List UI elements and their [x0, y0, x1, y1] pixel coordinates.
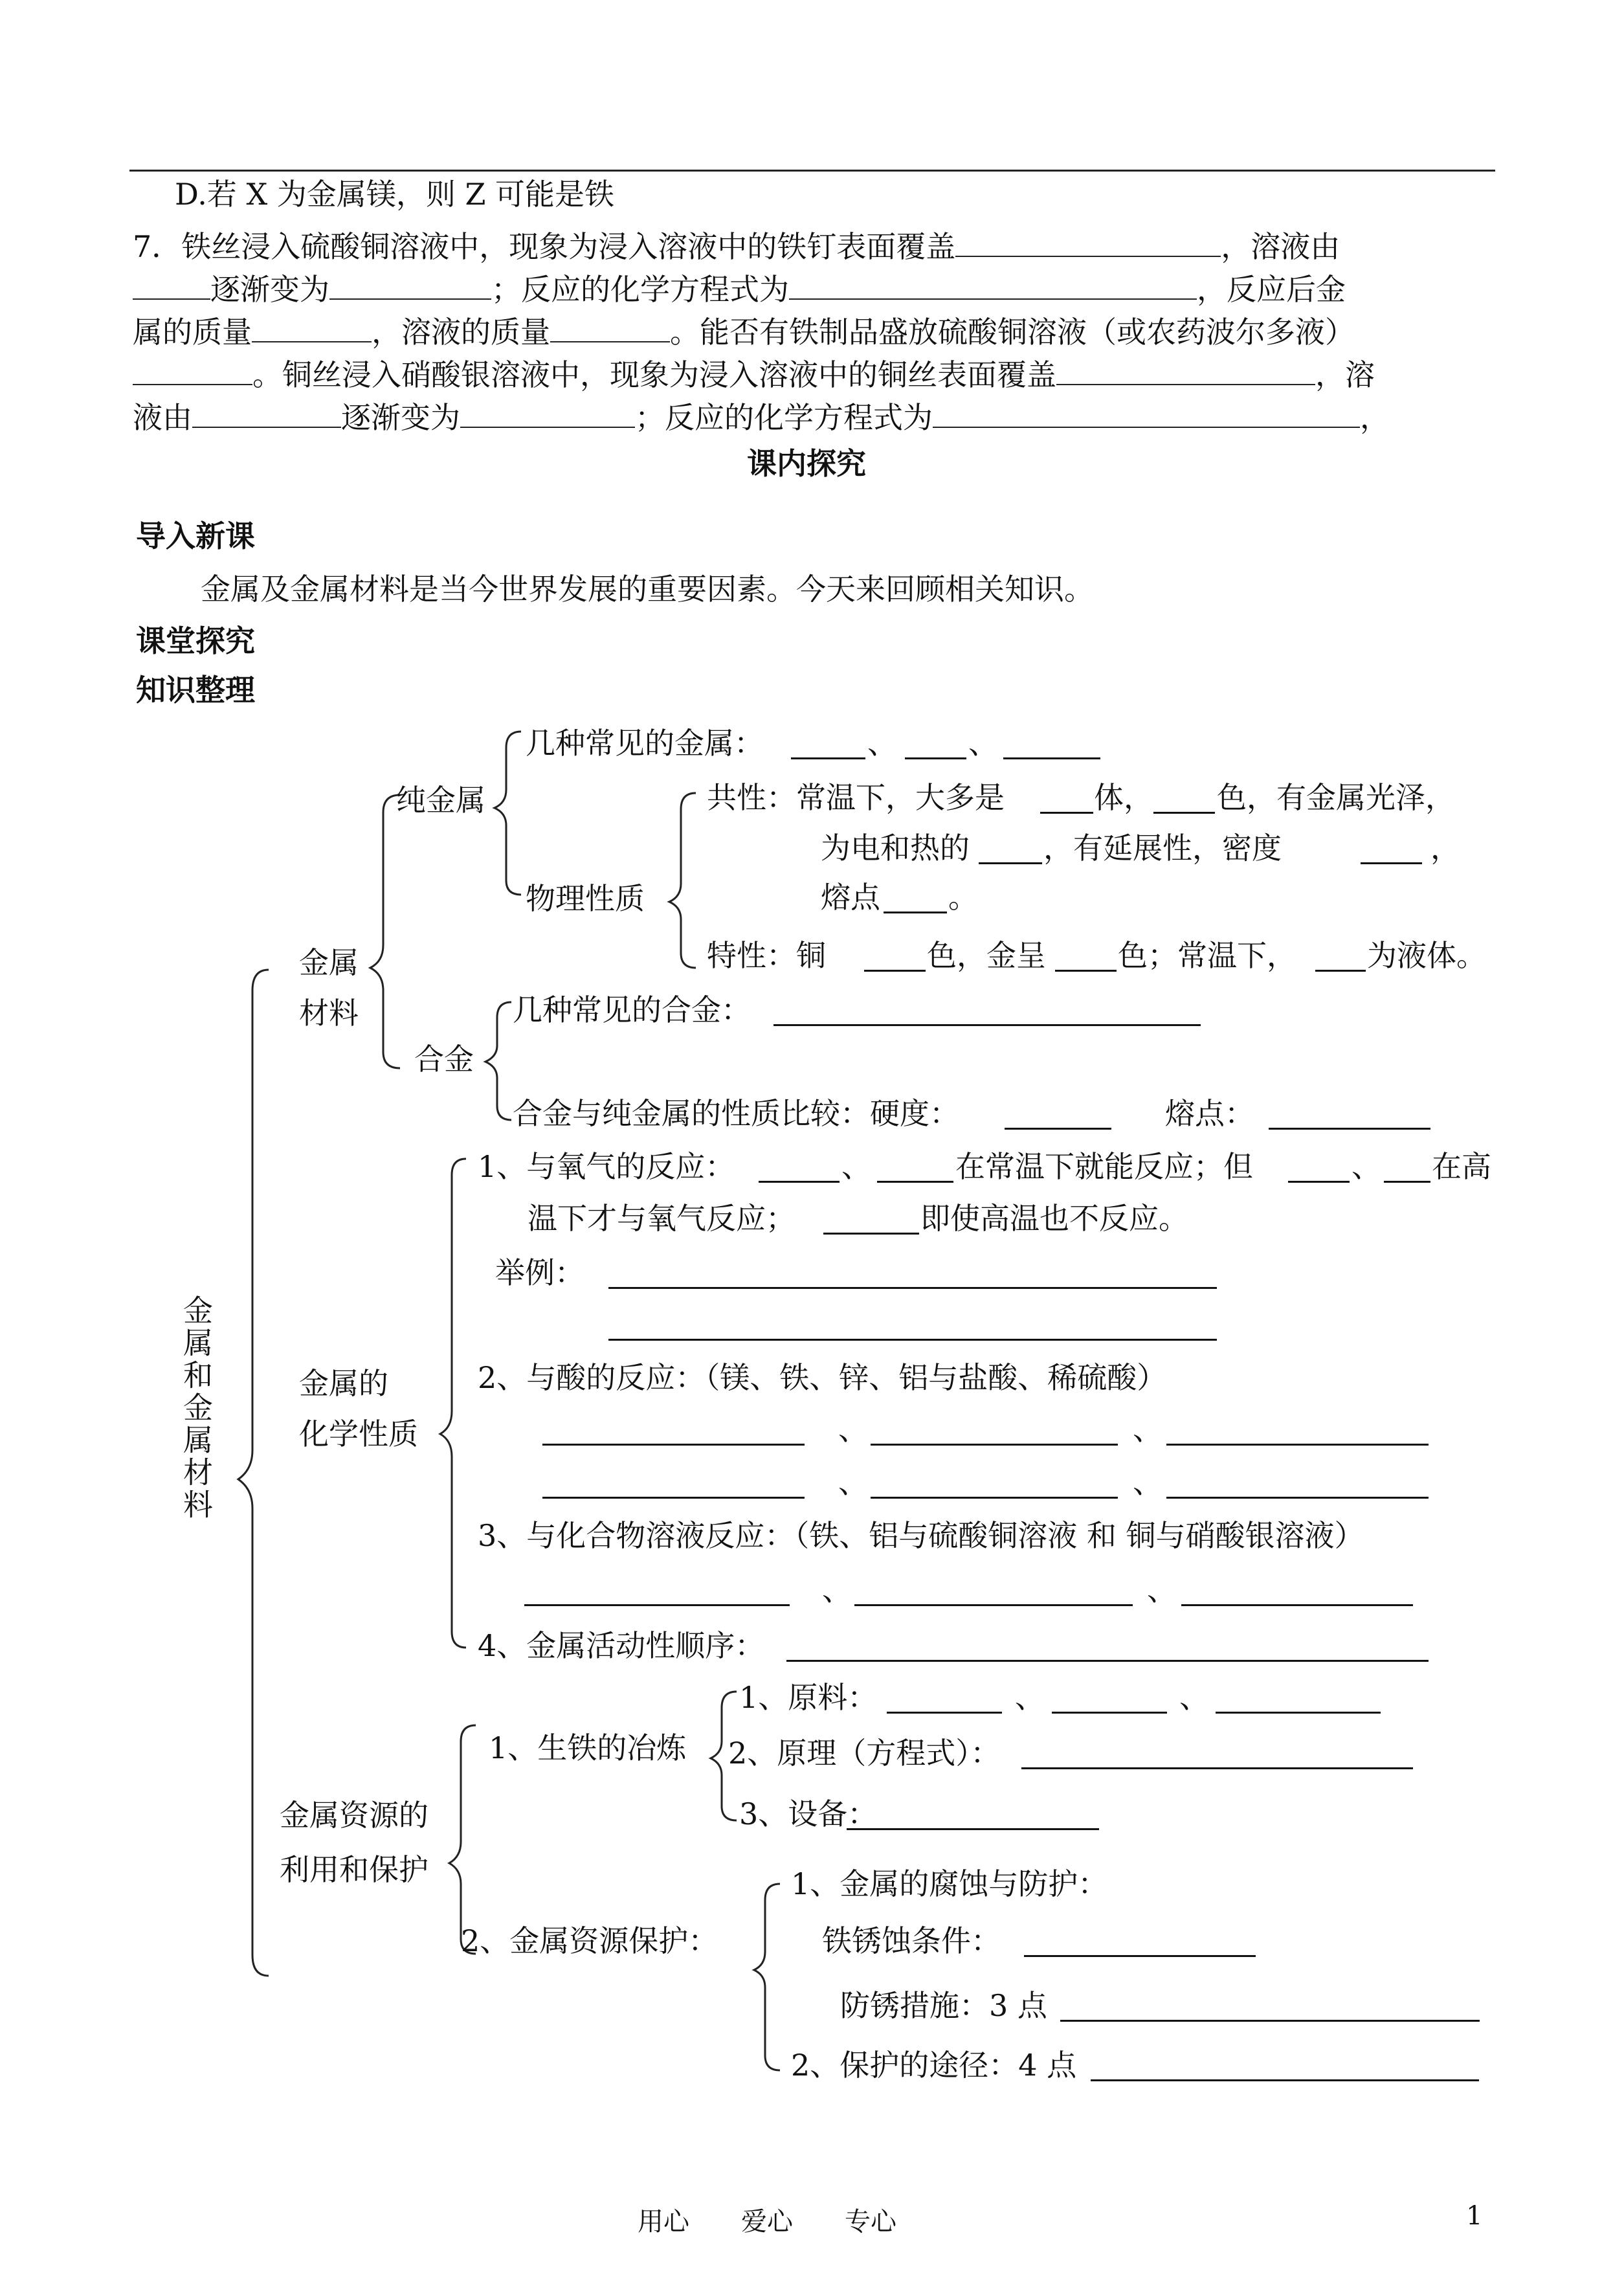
separator: 、 — [822, 1572, 852, 1607]
q7-text: ，溶 — [1315, 357, 1375, 392]
section-title: 课内探究 — [747, 446, 866, 481]
blank[interactable] — [1005, 1128, 1111, 1130]
oxygen-line2b: 即使高温也不反应。 — [920, 1201, 1188, 1236]
blank[interactable] — [773, 1024, 1201, 1026]
blank[interactable] — [887, 1712, 1002, 1714]
q7-text: ， — [1360, 400, 1390, 435]
separator: 、 — [1147, 1572, 1177, 1607]
blank[interactable] — [1052, 1712, 1167, 1714]
alloy-compare-label: 合金与纯金属的性质比较：硬度： — [513, 1096, 959, 1131]
common-props-line3a: 熔点 — [821, 880, 880, 915]
pig-iron-label: 1、生铁的冶炼 — [489, 1730, 687, 1765]
common-props-line1b: 体， — [1094, 780, 1153, 815]
melting-point-label: 熔点： — [1165, 1096, 1254, 1131]
blank[interactable] — [871, 1497, 1118, 1499]
chem-props-label: 金属的 化学性质 — [299, 1366, 418, 1451]
q7-number: 7． — [133, 229, 182, 264]
knowledge-heading: 知识整理 — [136, 673, 255, 708]
oxygen-line1c: 在高 — [1432, 1149, 1491, 1184]
blank[interactable] — [864, 970, 926, 972]
blank[interactable] — [847, 1828, 1099, 1830]
special-props-b: 色，金呈 — [927, 938, 1046, 973]
separator: 、 — [838, 1412, 868, 1447]
separator: 、 — [838, 1465, 868, 1500]
q7-text: 。铜丝浸入硝酸银溶液中，现象为浸入溶液中的铜丝表面覆盖 — [252, 357, 1056, 392]
resources-label: 金属资源的 利用和保护 — [280, 1798, 428, 1887]
common-props-line2a: 为电和热的 — [821, 831, 970, 866]
alloy-label: 合金 — [414, 1042, 474, 1077]
blank[interactable] — [1288, 1181, 1350, 1183]
separator: 、 — [1351, 1149, 1381, 1184]
chem-props-bracket — [440, 1159, 466, 1648]
q7-text: ，溶液的质量 — [372, 315, 550, 350]
blank[interactable] — [1021, 1767, 1413, 1769]
blank[interactable] — [608, 1339, 1217, 1341]
root-bracket — [238, 970, 269, 1976]
q7-text: ，反应后金 — [1197, 272, 1346, 307]
blank[interactable] — [1060, 2020, 1480, 2022]
separator: 、 — [1133, 1465, 1162, 1500]
principle-label: 2、原理（方程式）： — [728, 1736, 1001, 1771]
blank[interactable] — [1040, 812, 1093, 814]
blank[interactable] — [854, 1604, 1133, 1606]
oxygen-line2a: 温下才与氧气反应； — [528, 1201, 795, 1236]
blank[interactable] — [1153, 812, 1215, 814]
blank[interactable] — [1055, 970, 1117, 972]
blank[interactable] — [542, 1444, 805, 1446]
q7-text: 铁丝浸入硫酸铜溶液中，现象为浸入溶液中的铁钉表面覆盖 — [181, 229, 956, 264]
q7-text: 。能否有铁制品盛放硫酸铜溶液（或农药波尔多液） — [670, 315, 1355, 350]
raw-materials-label: 1、原料： — [739, 1680, 878, 1715]
oxygen-line1b: 在常温下就能反应；但 — [955, 1149, 1253, 1184]
separator: 、 — [841, 1149, 871, 1184]
common-props-line2b: ，有延展性，密度 — [1043, 831, 1282, 866]
special-props-c: 色；常温下， — [1118, 938, 1296, 973]
compound-label: 3、与化合物溶液反应：（铁、铝与硫酸铜溶液 和 铜与硝酸银溶液） — [478, 1518, 1364, 1553]
separator: 、 — [1179, 1680, 1209, 1715]
special-props-d: 为液体。 — [1367, 938, 1486, 973]
acid-label: 2、与酸的反应：（镁、铁、锌、铝与盐酸、稀硫酸） — [478, 1360, 1167, 1395]
q7-text: ；反应的化学方程式为 — [635, 400, 933, 435]
protection-bracket — [754, 1884, 780, 2070]
root-label: 金属和金属材料 — [179, 1295, 214, 1521]
blank[interactable] — [1216, 1712, 1381, 1714]
common-props-line2c: ， — [1430, 831, 1460, 866]
physical-properties-label: 物理性质 — [526, 881, 645, 916]
blank[interactable] — [1181, 1604, 1413, 1606]
pure-metal-label: 纯金属 — [396, 783, 485, 818]
blank[interactable] — [1091, 2079, 1479, 2081]
blank[interactable] — [791, 757, 865, 759]
equipment-label: 3、设备： — [739, 1796, 878, 1831]
common-alloys-label: 几种常见的合金： — [513, 992, 751, 1027]
special-props-a: 特性：铜 — [707, 938, 826, 973]
blank[interactable] — [524, 1604, 790, 1606]
protection-label: 2、金属资源保护： — [461, 1923, 718, 1958]
protection-ways-label: 2、保护的途径：4 点 — [791, 2048, 1077, 2083]
q7-text: 逐渐变为 — [341, 400, 460, 435]
corrosion-label: 1、金属的腐蚀与防护： — [791, 1866, 1108, 1901]
intro-heading: 导入新课 — [136, 519, 255, 554]
blank[interactable] — [1166, 1497, 1429, 1499]
oxygen-line1a: 1、与氧气的反应： — [478, 1149, 735, 1184]
intro-text: 金属及金属材料是当今世界发展的重要因素。今天来回顾相关知识。 — [201, 572, 1094, 607]
q7-text: ，溶液由 — [1221, 229, 1340, 264]
blank[interactable] — [979, 862, 1042, 864]
alloy-bracket — [485, 1002, 511, 1120]
blank[interactable] — [1166, 1444, 1429, 1446]
pure-metal-bracket — [495, 732, 521, 895]
blank[interactable] — [823, 1233, 919, 1235]
common-props-line1c: 色，有金属光泽， — [1217, 780, 1455, 815]
separator: 、 — [1133, 1412, 1162, 1447]
blank[interactable] — [1003, 757, 1100, 759]
q7-text: 液由 — [133, 400, 192, 435]
blank[interactable] — [759, 1181, 840, 1183]
blank[interactable] — [1024, 1955, 1256, 1957]
q7-text: 属的质量 — [133, 315, 252, 350]
activity-order-label: 4、金属活动性顺序： — [478, 1628, 765, 1663]
resources-bracket — [449, 1725, 476, 1954]
page-number: 1 — [1466, 2201, 1483, 2231]
blank[interactable] — [786, 1660, 1429, 1662]
footer-text: 用心 爱心 专心 — [638, 2207, 896, 2237]
blank[interactable] — [905, 757, 966, 759]
blank[interactable] — [1269, 1128, 1430, 1130]
blank[interactable] — [542, 1497, 805, 1499]
physical-props-bracket — [669, 793, 696, 968]
q7-text: 逐渐变为 — [210, 272, 329, 307]
blank[interactable] — [884, 912, 947, 913]
metal-materials-bracket — [370, 795, 400, 1068]
separator: 、 — [1015, 1680, 1045, 1715]
common-props-line3b: 。 — [948, 880, 978, 915]
rust-conditions-label: 铁锈蚀条件： — [822, 1923, 1001, 1958]
blank[interactable] — [1361, 862, 1422, 864]
common-props-line1a: 共性：常温下，大多是 — [707, 780, 1005, 815]
blank[interactable] — [1384, 1181, 1430, 1183]
separator: 、 — [867, 726, 897, 761]
q7-text: ；反应的化学方程式为 — [491, 272, 789, 307]
blank[interactable] — [877, 1181, 953, 1183]
blank[interactable] — [1315, 970, 1366, 972]
example-label: 举例： — [495, 1255, 584, 1290]
separator: 、 — [968, 726, 998, 761]
q6-option-d: D.若 X 为金属镁，则 Z 可能是铁 — [175, 177, 615, 212]
blank[interactable] — [871, 1444, 1118, 1446]
metal-materials-label: 金属 材料 — [299, 945, 359, 1031]
blank[interactable] — [608, 1287, 1217, 1289]
common-metals-label: 几种常见的金属： — [526, 726, 764, 761]
rust-prevention-label: 防锈措施：3 点 — [840, 1988, 1047, 2023]
class-heading: 课堂探究 — [136, 623, 255, 658]
